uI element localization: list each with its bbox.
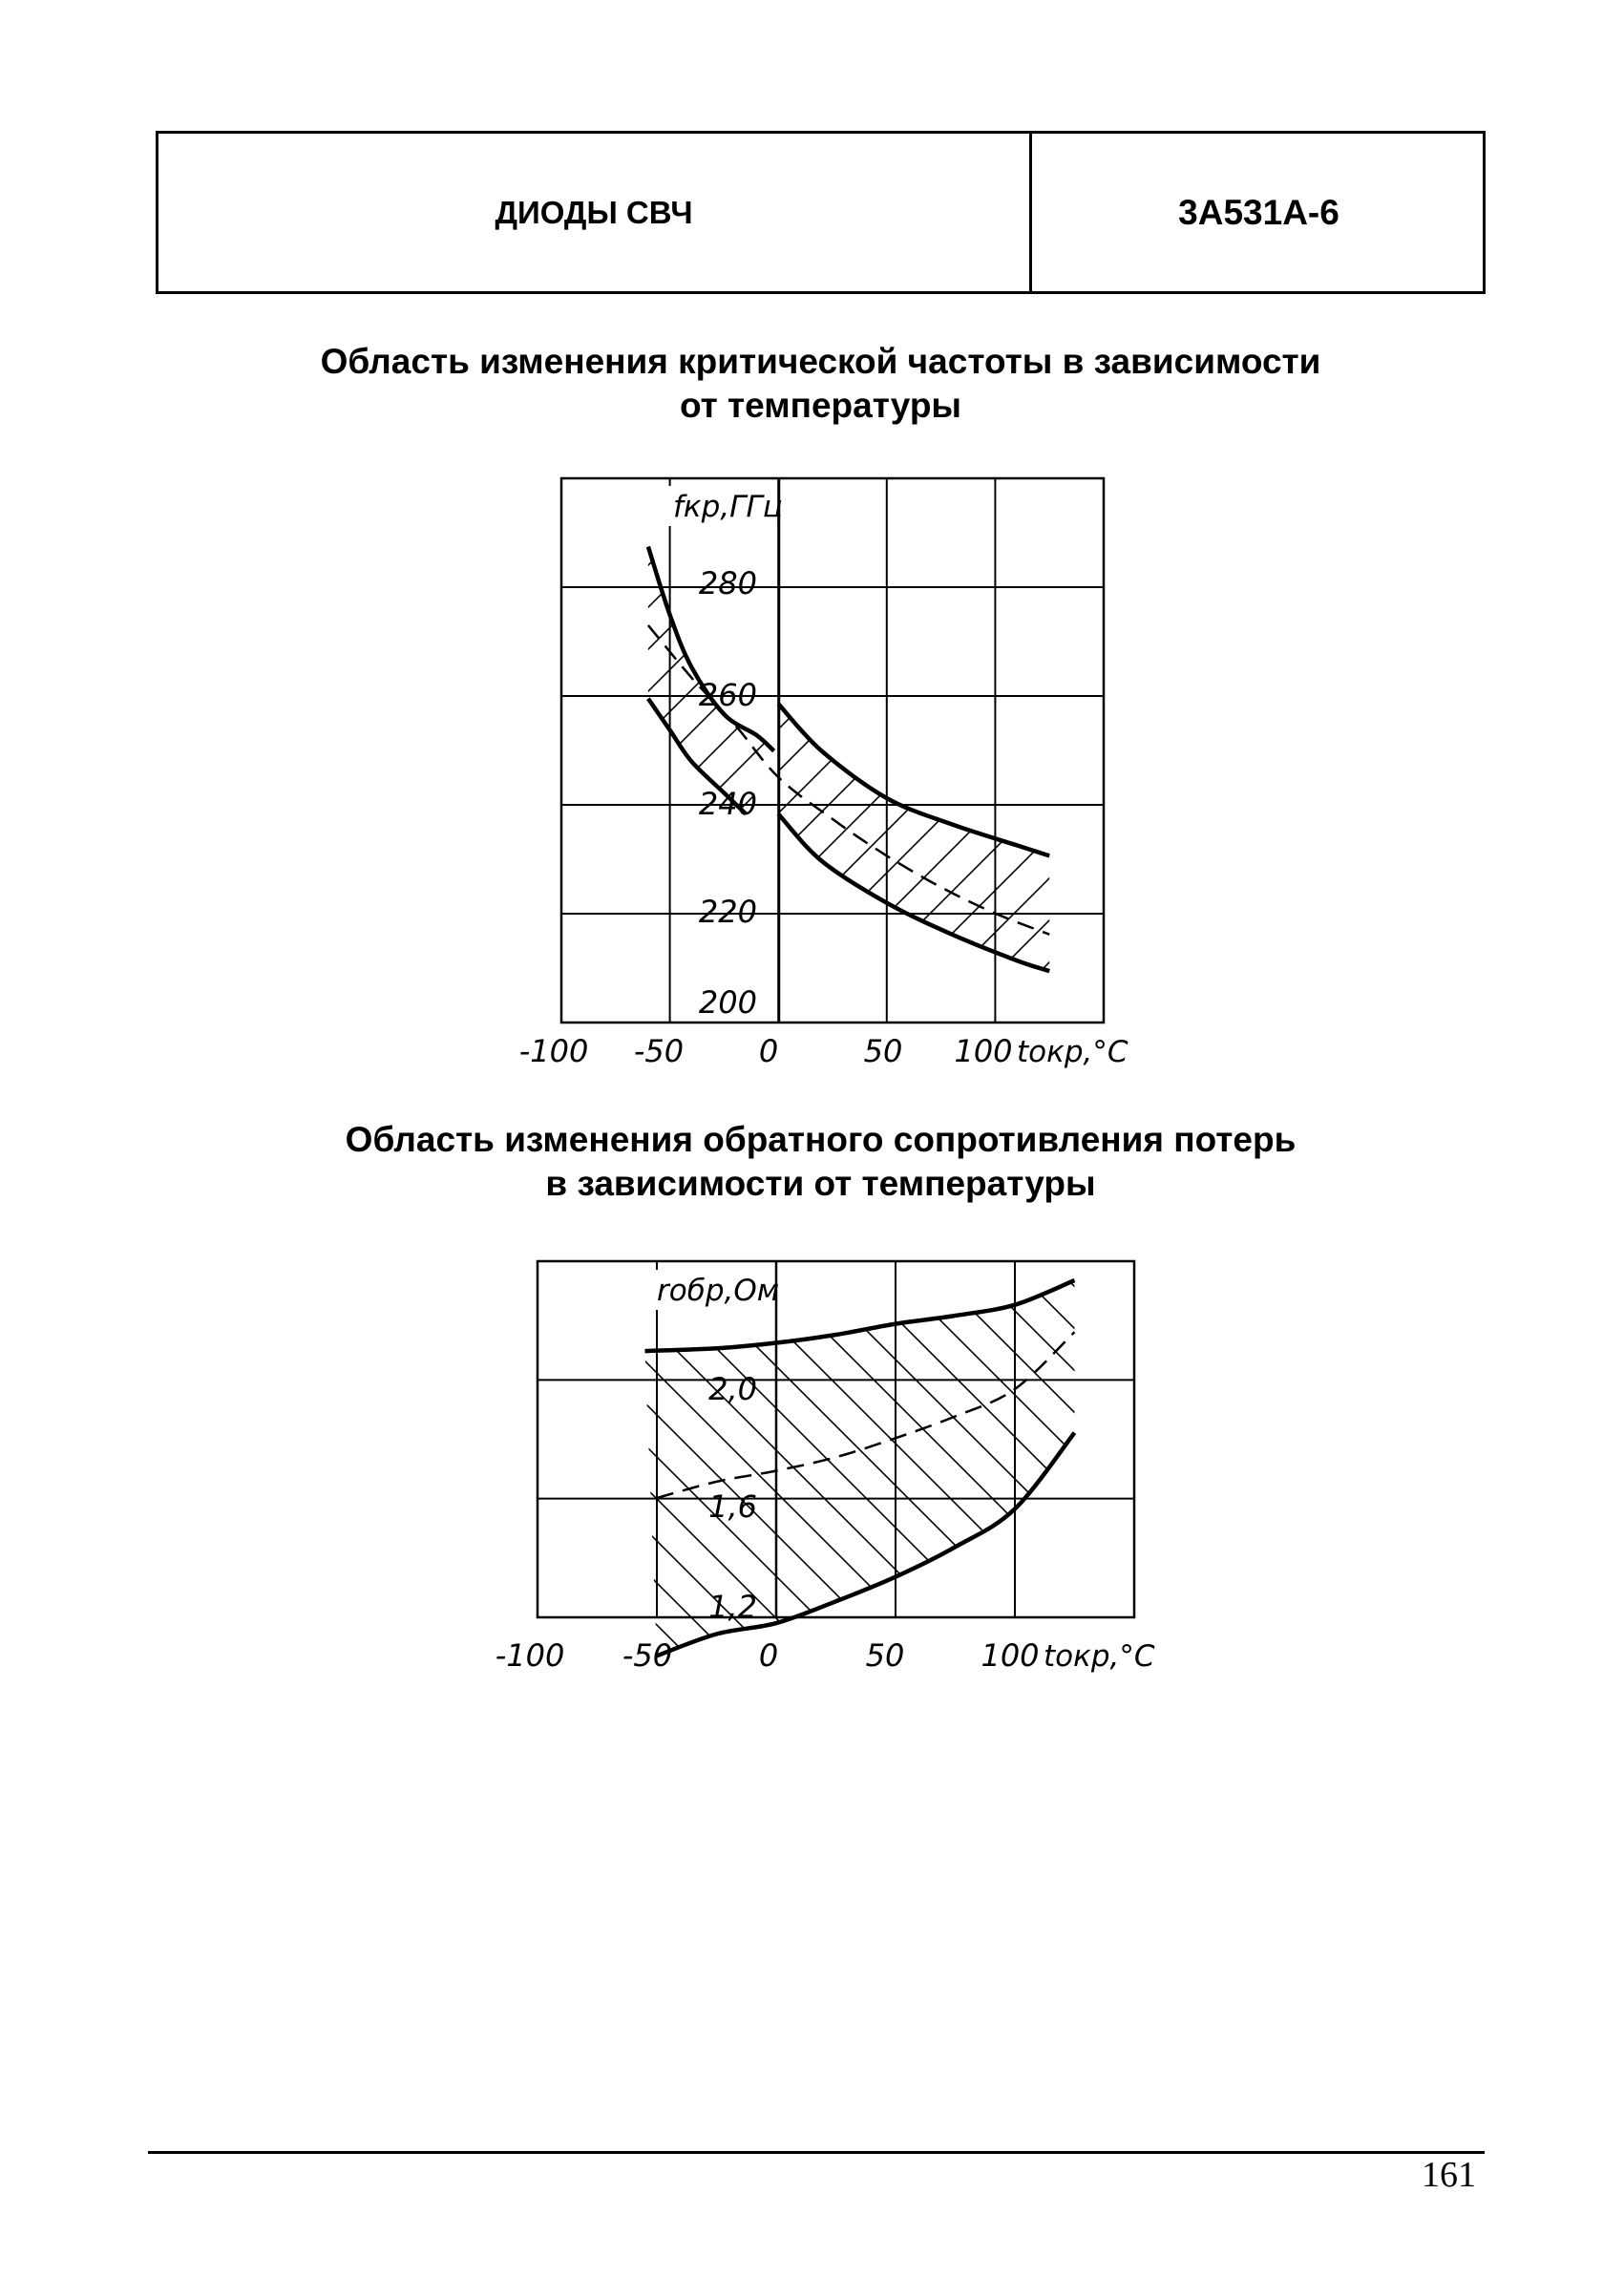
chart1-title-line2: от температуры (679, 386, 962, 425)
y-tick-label: 240 (698, 786, 757, 822)
y-tick-label: 2,0 (708, 1371, 757, 1407)
hatch-line (0, 354, 649, 1023)
hatch-line (1283, 354, 1624, 1023)
y-tick-label: 260 (698, 677, 757, 713)
boundary-curve (778, 814, 1049, 972)
hatch-line (0, 1261, 541, 1930)
hatch-line (0, 354, 313, 1023)
hatch-line (713, 1261, 1381, 1930)
hatch-line (0, 354, 355, 1023)
hatch-line (485, 354, 1153, 1023)
hatch-line (947, 354, 1615, 1023)
hatch-line (839, 1261, 1508, 1930)
hatch-line (41, 1261, 709, 1930)
hatch-line (0, 1261, 247, 1930)
hatch-line (1325, 354, 1624, 1023)
hatch-line (1133, 1261, 1624, 1930)
x-tick-label: 50 (863, 1033, 903, 1069)
boundary-curve (778, 704, 1049, 855)
hatch-line (1007, 1261, 1624, 1930)
hatch-line (0, 354, 271, 1023)
header-category: ДИОДЫ СВЧ (495, 194, 693, 230)
hatch-line (0, 354, 61, 1023)
hatch-line (587, 1261, 1255, 1930)
hatch-line (0, 354, 397, 1023)
hatch-line (0, 1261, 79, 1930)
hatch-line (797, 1261, 1466, 1930)
hatch-line (1511, 1261, 1624, 1930)
hatch-line (1049, 1261, 1624, 1930)
hatch-line (779, 354, 1447, 1023)
x-axis-label: tокр,°C (1017, 1035, 1128, 1069)
hatch-line (1553, 1261, 1624, 1930)
hatch-line (65, 354, 733, 1023)
hatch-line (0, 1261, 205, 1930)
hatching (0, 354, 1624, 1023)
hatch-line (1217, 1261, 1624, 1930)
y-tick-label: 220 (698, 894, 757, 930)
hatch-line (0, 1261, 667, 1930)
hatch-line (1301, 1261, 1624, 1930)
hatch-line (0, 354, 523, 1023)
x-tick-label: 100 (954, 1033, 1013, 1069)
hatch-line (1451, 354, 1624, 1023)
hatch-line (0, 354, 565, 1023)
hatch-line (0, 354, 187, 1023)
hatch-line (0, 354, 607, 1023)
hatch-line (0, 354, 103, 1023)
hatch-line (83, 1261, 751, 1930)
hatch-line (0, 1261, 331, 1930)
x-tick-label: 0 (758, 1637, 779, 1674)
hatch-line (1241, 354, 1624, 1023)
page-number: 161 (1422, 2155, 1476, 2195)
chart2-title-line2: в зависимости от температуры (545, 1164, 1096, 1203)
hatch-line (107, 354, 775, 1023)
hatch-line (0, 354, 19, 1023)
y-tick-label: 1,6 (708, 1488, 757, 1525)
hatch-line (1385, 1261, 1624, 1930)
x-axis-label: tокр,°C (1044, 1639, 1155, 1674)
y-tick-label: 1,2 (708, 1589, 757, 1625)
hatch-line (0, 1261, 37, 1930)
hatch-line (1619, 354, 1624, 1023)
hatch-line (0, 354, 439, 1023)
x-tick-label: -50 (633, 1033, 685, 1069)
hatch-line (0, 1261, 289, 1930)
hatch-line (965, 1261, 1624, 1930)
x-tick-label: 50 (865, 1637, 905, 1674)
hatch-line (905, 354, 1573, 1023)
hatch-line (0, 1261, 583, 1930)
hatch-line (881, 1261, 1550, 1930)
hatch-line (0, 1261, 415, 1930)
y-tick-label: 280 (698, 565, 757, 601)
chart-2 (0, 1261, 1624, 1930)
hatch-line (0, 1261, 625, 1930)
hatch-line (1115, 354, 1624, 1023)
chart-1 (0, 354, 1624, 1069)
hatch-line (923, 1261, 1592, 1930)
hatch-line (1493, 354, 1624, 1023)
hatch-line (695, 354, 1363, 1023)
hatch-line (293, 1261, 961, 1930)
hatch-line (251, 1261, 919, 1930)
hatch-line (503, 1261, 1171, 1930)
hatch-line (23, 354, 691, 1023)
x-tick-label: -100 (518, 1033, 589, 1069)
hatch-line (1091, 1261, 1624, 1930)
y-tick-label: 200 (698, 984, 757, 1021)
footer-rule (148, 2151, 1485, 2154)
x-tick-label: 0 (758, 1033, 779, 1069)
hatch-line (863, 354, 1531, 1023)
hatch-line (989, 354, 1624, 1023)
hatch-line (545, 1261, 1213, 1930)
hatch-line (1073, 354, 1624, 1023)
hatch-line (1409, 354, 1624, 1023)
hatch-line (737, 354, 1405, 1023)
chart2-title-line1: Область изменения обратного сопротивления потерь (345, 1120, 1297, 1159)
hatch-line (1157, 354, 1624, 1023)
hatch-line (0, 1261, 163, 1930)
hatch-line (1031, 354, 1624, 1023)
hatch-line (233, 354, 901, 1023)
hatch-line (1199, 354, 1624, 1023)
hatch-line (461, 1261, 1129, 1930)
x-tick-label: -50 (622, 1637, 673, 1674)
hatch-line (1259, 1261, 1624, 1930)
mean-curve (657, 1332, 1075, 1498)
hatch-line (191, 354, 859, 1023)
hatch-line (1175, 1261, 1624, 1930)
hatch-line (335, 1261, 1003, 1930)
hatch-line (125, 1261, 793, 1930)
hatch-line (527, 354, 1195, 1023)
hatch-line (0, 1261, 373, 1930)
hatch-line (275, 354, 943, 1023)
y-axis-label: rобр,Ом (657, 1274, 780, 1308)
hatch-line (1595, 1261, 1624, 1930)
hatch-line (0, 1261, 121, 1930)
hatch-line (0, 354, 481, 1023)
x-tick-label: -100 (495, 1637, 565, 1674)
hatch-line (0, 1261, 499, 1930)
y-axis-label: fкр,ГГц (673, 490, 783, 524)
hatch-line (0, 354, 145, 1023)
hatch-line (1469, 1261, 1624, 1930)
chart-frame (561, 478, 1104, 1023)
hatch-line (0, 1261, 457, 1930)
hatch-line (671, 1261, 1339, 1930)
hatch-line (1427, 1261, 1624, 1930)
hatch-line (1367, 354, 1624, 1023)
chart-frame (538, 1261, 1134, 1617)
hatch-line (1535, 354, 1624, 1023)
hatch-line (1343, 1261, 1624, 1930)
x-tick-label: 100 (981, 1637, 1040, 1674)
header-model: 3А531А-6 (1029, 134, 1486, 291)
hatching (0, 1261, 1624, 1930)
hatch-line (317, 354, 985, 1023)
hatch-line (443, 354, 1111, 1023)
hatch-line (0, 354, 229, 1023)
hatch-line (1577, 354, 1624, 1023)
chart1-title-line1: Область изменения критической частоты в зависимости (320, 342, 1321, 381)
